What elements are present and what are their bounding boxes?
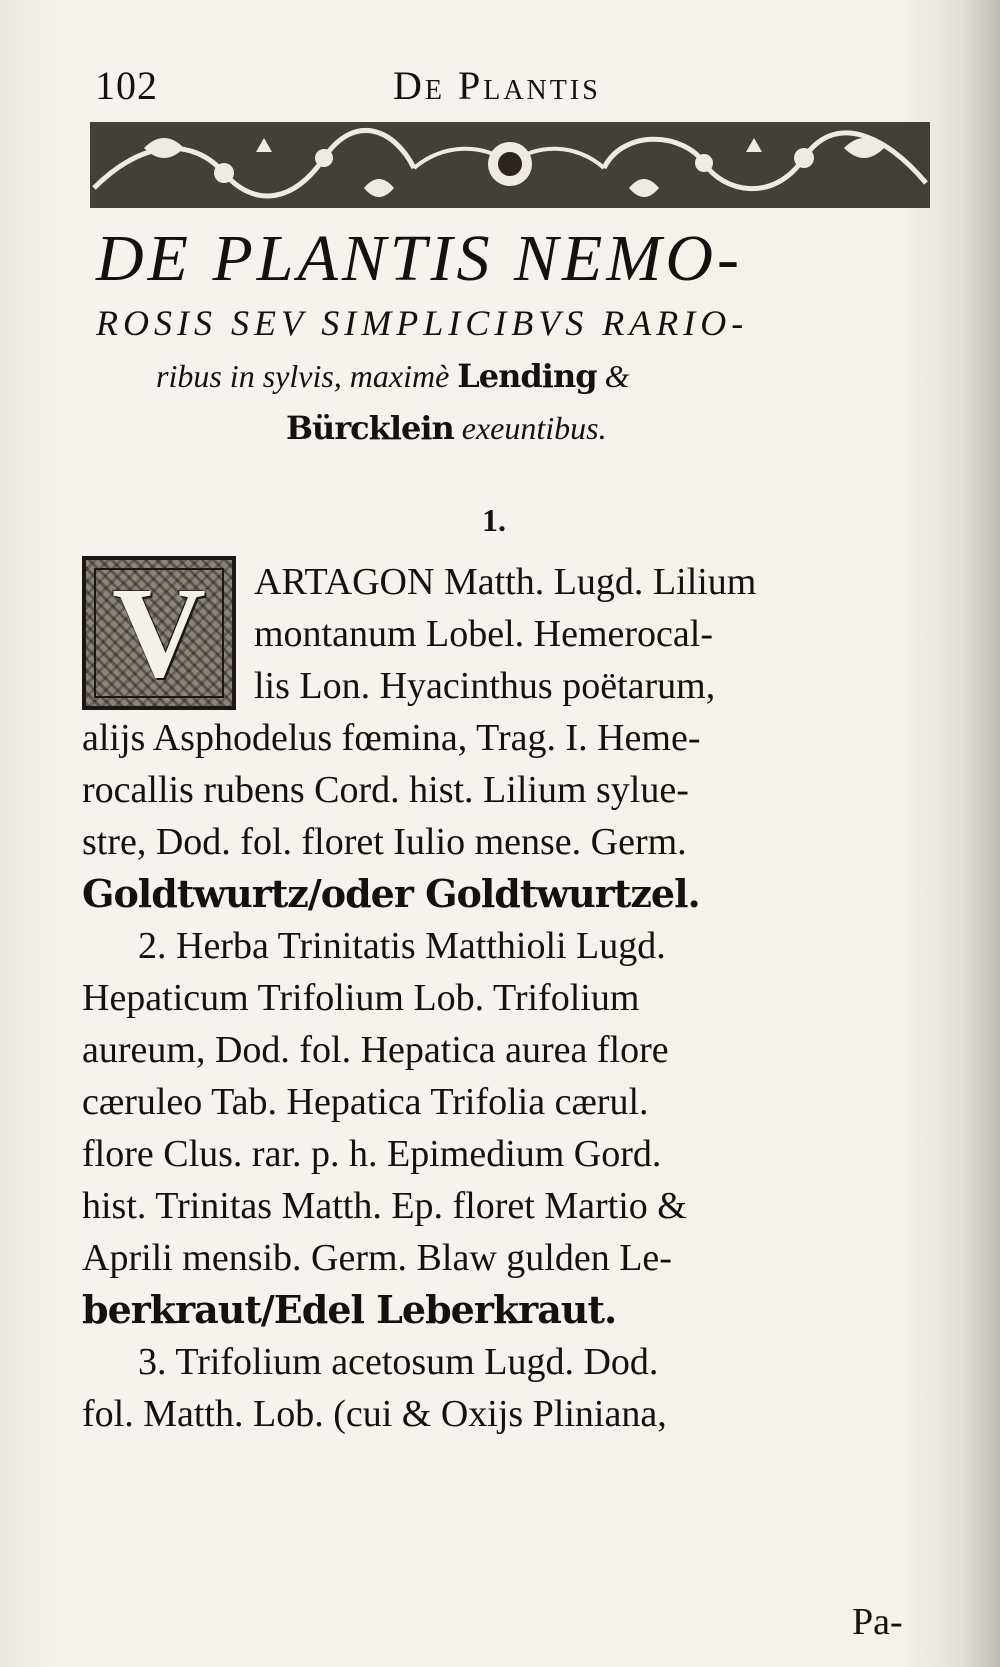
text-line: 2. Herba Trinitatis Matthioli Lugd. — [138, 925, 666, 967]
text-line: hist. Trinitas Matth. Ep. floret Martio & — [82, 1185, 687, 1227]
running-head — [95, 62, 695, 112]
text-line: Aprili mensib. Germ. Blaw gulden Le- — [82, 1237, 672, 1279]
text-line-fraktur: Goldtwurtz/oder Goldtwurtzel. — [82, 871, 700, 916]
text-line: ARTAGON Matth. Lugd. Lilium — [254, 561, 757, 603]
heading-line-1: DE PLANTIS NEMO- — [96, 222, 743, 295]
catchword: Pa- — [852, 1601, 903, 1643]
body-text — [82, 556, 932, 1440]
page-number: 102 — [95, 63, 158, 108]
text-line: 3. Trifolium acetosum Lugd. Dod. — [138, 1341, 659, 1383]
text-line: aureum, Dod. fol. Hepatica aurea flore — [82, 1029, 669, 1071]
heading-fraktur-word-2: Bürcklein — [286, 409, 454, 447]
decorative-headpiece-ornament — [84, 118, 936, 212]
heading-fraktur-word: Lending — [457, 357, 597, 395]
text-line: montanum Lobel. Hemerocal- — [254, 613, 714, 655]
heading-line-4 — [96, 402, 946, 454]
text-line: rocallis rubens Cord. hist. Lilium sylue- — [82, 769, 689, 811]
text-line: fol. Matth. Lob. (cui & Oxijs Pliniana, — [82, 1393, 667, 1435]
section-number-1: 1. — [482, 502, 506, 538]
text-line: flore Clus. rar. p. h. Epimedium Gord. — [82, 1133, 662, 1175]
text-line: Hepaticum Trifolium Lob. Trifolium — [82, 977, 640, 1019]
page-edge-shadow — [962, 0, 1000, 1667]
heading-line-4-text: exeuntibus. — [453, 410, 607, 446]
running-title: De Plantis — [393, 63, 601, 108]
heading-line-2: ROSIS SEV SIMPLICIBVS RARIO- — [96, 303, 749, 343]
text-line: lis Lon. Hyacinthus poëtarum, — [254, 665, 716, 707]
section-heading — [96, 222, 946, 454]
heading-line-3-text: ribus in sylvis, maximè — [156, 358, 458, 394]
text-line: cæruleo Tab. Hepatica Trifolia cærul. — [82, 1081, 649, 1123]
text-line: alijs Asphodelus fœmina, Trag. I. Heme- — [82, 717, 701, 759]
heading-line-3 — [96, 350, 946, 402]
text-line: stre, Dod. fol. floret Iulio mense. Germ. — [82, 821, 687, 863]
heading-line-3-end: & — [596, 358, 630, 394]
decorated-initial-letter: V — [112, 561, 206, 705]
text-line-fraktur: berkraut/Edel Leberkraut. — [82, 1287, 617, 1332]
